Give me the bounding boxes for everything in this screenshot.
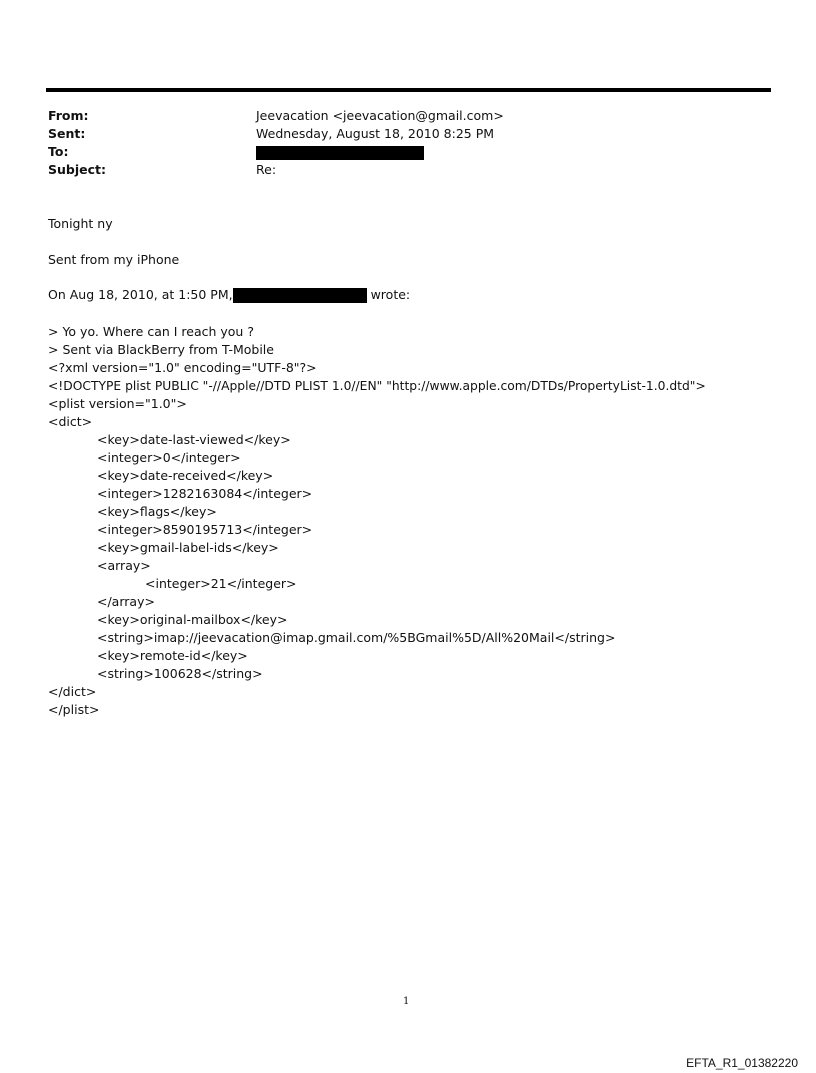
from-value: Jeevacation <jeevacation@gmail.com> [256, 108, 504, 123]
subject-value: Re: [256, 162, 277, 177]
header-divider [46, 88, 771, 92]
xml-line: <key>date-received</key> [97, 468, 274, 483]
xml-line: <string>100628</string> [97, 666, 263, 681]
attribution-suffix: wrote: [366, 287, 411, 302]
from-label: From: [48, 108, 89, 123]
subject-label: Subject: [48, 162, 106, 177]
xml-line: <key>gmail-label-ids</key> [97, 540, 279, 555]
xml-line: <plist version="1.0"> [48, 396, 187, 411]
attribution-prefix: On Aug 18, 2010, at 1:50 PM, [48, 287, 233, 302]
bates-number: EFTA_R1_01382220 [686, 1056, 798, 1070]
redaction-box [256, 146, 424, 160]
xml-line: <key>original-mailbox</key> [97, 612, 288, 627]
xml-line: <integer>8590195713</integer> [97, 522, 313, 537]
quoted-line: > Sent via BlackBerry from T-Mobile [48, 342, 274, 357]
signature-line: Sent from my iPhone [48, 252, 180, 267]
xml-line: </plist> [48, 702, 100, 717]
xml-line: <key>remote-id</key> [97, 648, 248, 663]
quoted-line: > Yo yo. Where can I reach you ? [48, 324, 254, 339]
to-label: To: [48, 144, 69, 159]
page-number: 1 [403, 996, 410, 1007]
xml-line: <integer>0</integer> [97, 450, 241, 465]
body-line: Tonight ny [48, 216, 113, 231]
xml-line: <dict> [48, 414, 93, 429]
redaction-box [233, 288, 367, 303]
quoted-attribution [48, 286, 410, 304]
xml-line: <string>imap://jeevacation@imap.gmail.com/%5BGmail%5D/All%20Mail</string> [97, 630, 616, 645]
to-value [256, 143, 424, 161]
xml-line: <key>flags</key> [97, 504, 217, 519]
xml-line: <array> [97, 558, 151, 573]
xml-line: <!DOCTYPE plist PUBLIC "-//Apple//DTD PLIST 1.0//EN" "http://www.apple.com/DTDs/PropertyList-1.0.dtd"> [48, 379, 706, 393]
xml-line: <?xml version="1.0" encoding="UTF-8"?> [48, 360, 317, 375]
sent-value: Wednesday, August 18, 2010 8:25 PM [256, 126, 495, 141]
xml-line: <integer>1282163084</integer> [97, 486, 313, 501]
xml-line: <integer>21</integer> [145, 576, 297, 591]
xml-line: </dict> [48, 684, 97, 699]
xml-line: </array> [97, 594, 155, 609]
sent-label: Sent: [48, 126, 86, 141]
xml-line: <key>date-last-viewed</key> [97, 432, 291, 447]
